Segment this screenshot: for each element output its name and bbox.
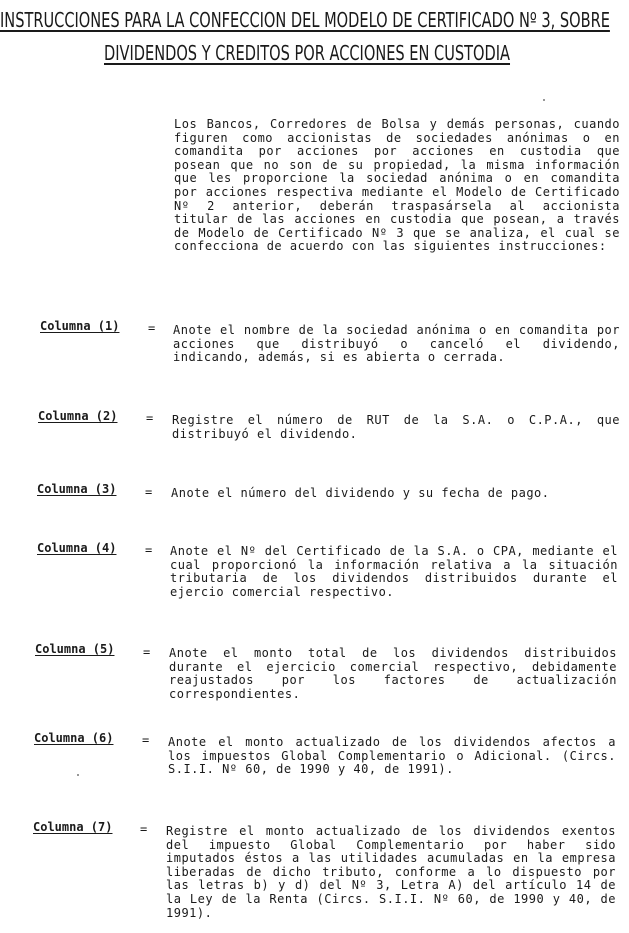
document-title-line-1: INSTRUCCIONES PARA LA CONFECCION DEL MODELO DE CERTIFICADO Nº 3, SOBRE: [0, 8, 610, 32]
document-title-line-2: DIVIDENDOS Y CREDITOS POR ACCIONES EN CUSTODIA: [104, 41, 511, 65]
column-1-separator: =: [148, 321, 156, 335]
column-5-separator: =: [143, 645, 151, 659]
column-6-description: Anote el monto actualizado de los dividendos afectos a los impuestos Global Complementario o Adicional. (Circs. S.I.I. Nº 60, de 1990 y 40, de 1991).: [168, 735, 616, 777]
scan-speck: [543, 99, 545, 101]
column-1-label: Columna (1): [40, 319, 120, 333]
column-4-label: Columna (4): [37, 541, 117, 555]
column-5-description: Anote el monto total de los dividendos distribuidos durante el ejercicio comercial respectivo, debidamente reajustados por los factores de actualización correspondientes.: [169, 646, 617, 701]
scan-speck: [77, 774, 79, 776]
column-5-label: Columna (5): [35, 642, 115, 656]
column-4-separator: =: [145, 543, 153, 557]
column-7-separator: =: [140, 822, 148, 836]
column-3-description: Anote el número del dividendo y su fecha de pago.: [171, 486, 550, 500]
intro-paragraph: Los Bancos, Corredores de Bolsa y demás personas, cuando figuren como accionistas de sociedades anónimas o en comandita por acciones por acciones en custodia que posean que no son de su propiedad, la misma información que les proporcione la sociedad anónima o en comandita por acciones respectiva mediante el Modelo de Certificado Nº 2 anterior, deberán traspasársela al accionista titular de las acciones en custodia que posean, a través de Modelo de Certificado Nº 3 que se analiza, el cual se confecciona de acuerdo con las siguientes instrucciones:: [174, 117, 620, 254]
column-6-separator: =: [142, 733, 150, 747]
column-1-description: Anote el nombre de la sociedad anónima o en comandita por acciones que distribuyó o canceló el dividendo, indicando, además, si es abierta o cerrada.: [173, 323, 620, 365]
column-7-description: Registre el monto actualizado de los dividendos exentos del impuesto Global Complementario por haber sido imputados éstos a las utilidades acumuladas en la empresa liberadas de dicho tributo, conforme a lo dispuesto por las letras b) y d) del Nº 3, Letra A) del artículo 14 de la Ley de la Renta (Circs. S.I.I. Nº 60, de 1990 y 40, de 1991).: [166, 824, 616, 920]
column-3-separator: =: [145, 485, 153, 499]
column-3-label: Columna (3): [37, 482, 117, 496]
column-4-description: Anote el Nº del Certificado de la S.A. o CPA, mediante el cual proporcionó la información relativa a la situación tributaria de los dividendos distribuidos durante el ejercio comercial respectivo.: [170, 544, 618, 599]
column-2-separator: =: [146, 411, 154, 425]
column-6-label: Columna (6): [34, 731, 114, 745]
column-2-description: Registre el número de RUT de la S.A. o C.P.A., que distribuyó el dividendo.: [172, 413, 620, 441]
column-7-label: Columna (7): [33, 820, 113, 834]
column-2-label: Columna (2): [38, 409, 118, 423]
